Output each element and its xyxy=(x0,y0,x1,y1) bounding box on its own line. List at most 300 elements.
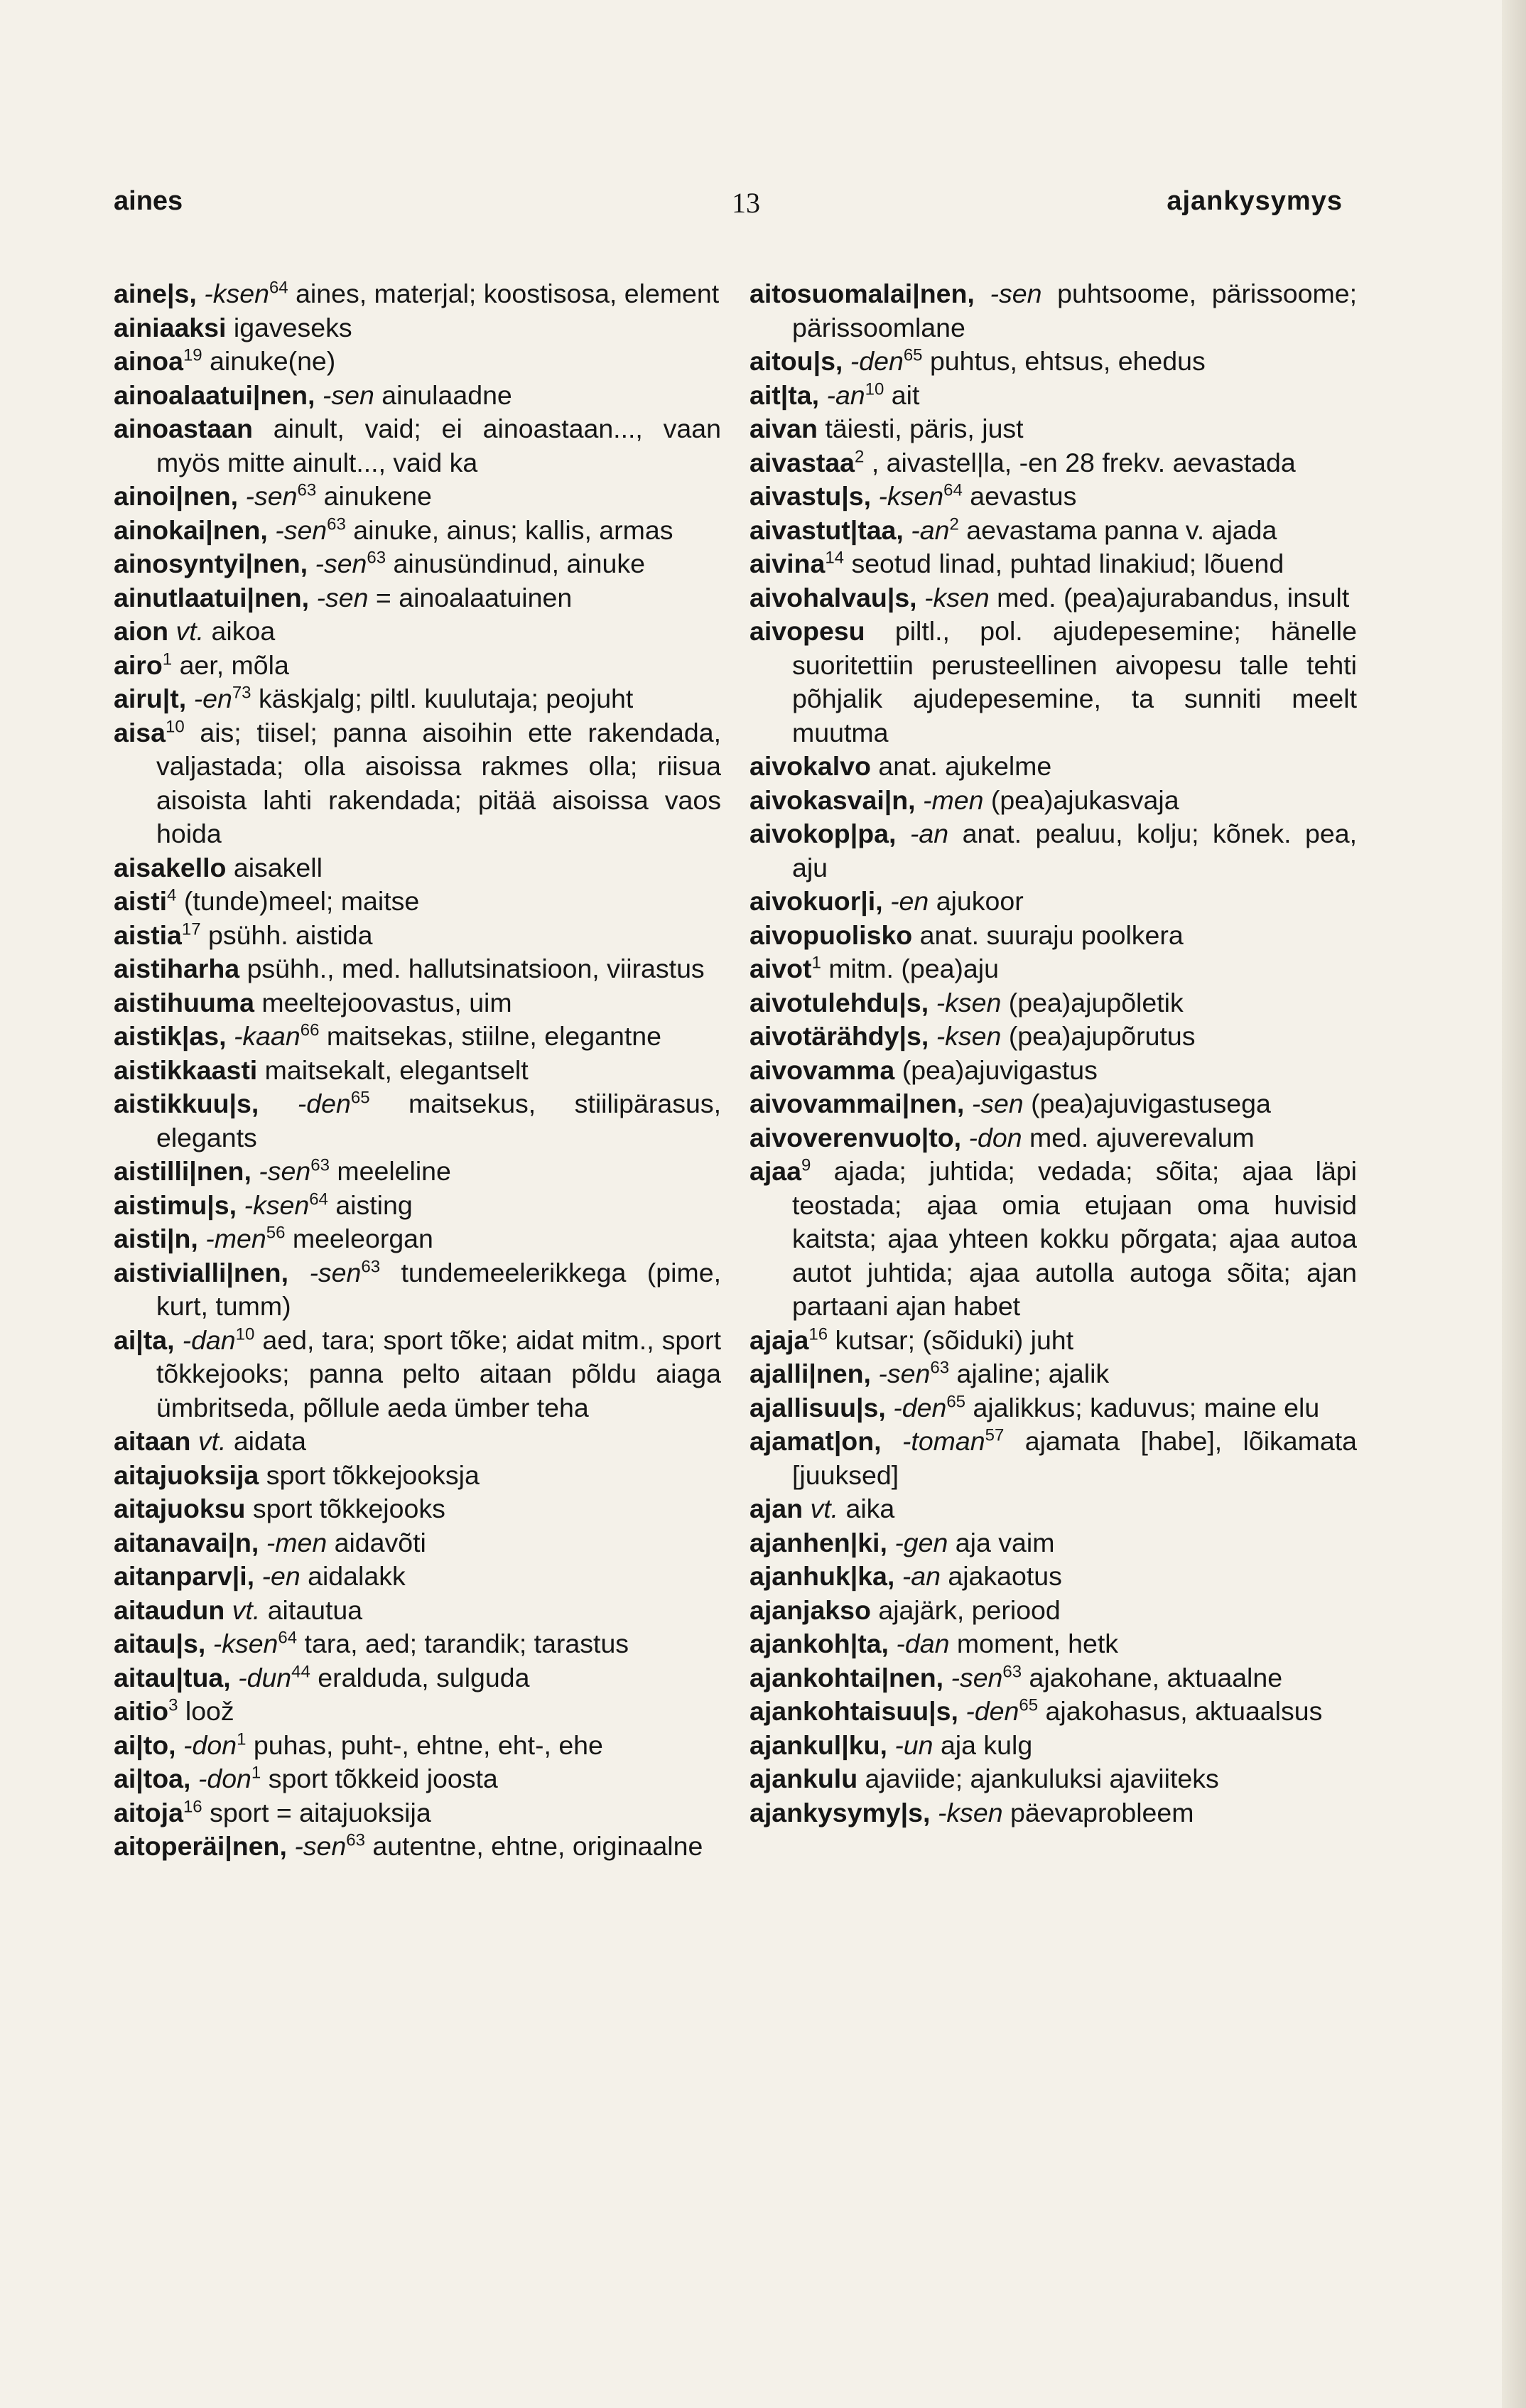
headword: aistik|as, xyxy=(114,1021,227,1051)
headword: ajanhen|ki, xyxy=(750,1527,887,1557)
headword: aion xyxy=(114,616,169,646)
headword: ai|ta, xyxy=(114,1324,175,1355)
inflection-class-number: 63 xyxy=(1002,1662,1022,1681)
inflection: -don xyxy=(968,1122,1022,1152)
translation: päevaprobleem xyxy=(1010,1797,1194,1827)
inflection: -dan xyxy=(182,1324,236,1355)
dictionary-entry xyxy=(114,1695,721,1729)
inflection: -ksen xyxy=(936,987,1002,1017)
dictionary-entry xyxy=(114,716,721,851)
headword: aivina xyxy=(750,549,826,578)
translation: sport tõkkeid joosta xyxy=(268,1764,498,1793)
headword: aisti xyxy=(114,886,168,916)
translation: sport tõkkejooks xyxy=(252,1494,445,1523)
dictionary-entry xyxy=(114,345,721,379)
inflection-class-number: 66 xyxy=(300,1020,320,1040)
dictionary-entry xyxy=(114,682,721,716)
dictionary-entry xyxy=(114,1054,721,1088)
translation: mitm. (pea)aju xyxy=(828,954,999,983)
inflection: -den xyxy=(893,1392,947,1422)
headword: ainiaaksi xyxy=(114,312,227,342)
inflection-class-number: 19 xyxy=(183,345,202,365)
dictionary-entry xyxy=(750,952,1357,986)
dictionary-entry xyxy=(750,817,1357,885)
headword: aistikkuu|s, xyxy=(114,1089,259,1118)
dictionary-entry xyxy=(750,1627,1357,1661)
inflection: -dun xyxy=(238,1662,292,1692)
translation: ajaviide; ajankuluksi ajaviiteks xyxy=(865,1764,1219,1793)
translation: autentne, ehtne, originaalne xyxy=(372,1831,703,1861)
translation: täiesti, päris, just xyxy=(825,414,1024,443)
headword: ajankohtaisuu|s, xyxy=(750,1696,958,1726)
inflection: -an xyxy=(909,819,949,848)
headword: aistivialli|nen, xyxy=(114,1257,289,1287)
inflection: -sen xyxy=(245,481,298,511)
dictionary-entry xyxy=(114,1425,721,1459)
translation: maitsekus, stiilipärasus, elegants xyxy=(156,1089,721,1152)
translation: aikoa xyxy=(211,616,276,646)
dictionary-entry xyxy=(114,885,721,919)
headword: aistia xyxy=(114,919,182,950)
inflection-class-number: 1 xyxy=(162,649,173,669)
headword: aivot xyxy=(750,954,812,983)
headword: aistikkaasti xyxy=(114,1054,258,1085)
inflection: -den xyxy=(850,346,904,376)
headword: aitajuoksija xyxy=(114,1459,259,1490)
inflection: -den xyxy=(297,1089,351,1118)
inflection: -sen xyxy=(322,379,374,410)
translation: sport tõkkejooksja xyxy=(266,1459,480,1490)
inflection: -men xyxy=(922,784,984,815)
translation: ainulaadne xyxy=(381,379,512,410)
headword: ainutlaatui|nen, xyxy=(114,582,310,612)
headword: aistilli|nen, xyxy=(114,1156,251,1186)
inflection: -ksen xyxy=(878,481,944,511)
headword: ajallisuu|s, xyxy=(750,1392,886,1422)
translation: aer, mõla xyxy=(179,649,289,680)
headword: ajamat|on, xyxy=(750,1426,882,1456)
translation: ajakaotus xyxy=(948,1561,1062,1591)
headword: ai|toa, xyxy=(114,1764,191,1793)
translation: loož xyxy=(185,1696,234,1726)
dictionary-entry xyxy=(750,615,1357,750)
translation: maitsekas, stiilne, elegantne xyxy=(326,1021,661,1051)
translation: meeleorgan xyxy=(292,1224,433,1253)
translation: meeleline xyxy=(337,1156,451,1186)
dictionary-entry xyxy=(750,1054,1357,1088)
inflection: vt. xyxy=(197,1426,227,1456)
inflection-class-number: 63 xyxy=(310,1155,330,1175)
dictionary-entry xyxy=(114,277,721,311)
inflection-class-number: 44 xyxy=(291,1662,310,1681)
dictionary-entry xyxy=(750,1357,1357,1391)
inflection-class-number: 10 xyxy=(235,1324,255,1344)
translation: (pea)ajupõletik xyxy=(1008,987,1184,1017)
inflection: -den xyxy=(965,1696,1019,1726)
headword: aivovamma xyxy=(750,1054,895,1085)
translation: ajakohasus, aktuaalsus xyxy=(1045,1696,1323,1726)
headword: aivotärähdy|s, xyxy=(750,1021,929,1051)
dictionary-entry xyxy=(750,1121,1357,1155)
inflection: vt. xyxy=(810,1494,839,1523)
translation: aevastama panna v. ajada xyxy=(966,514,1277,545)
inflection-class-number: 73 xyxy=(232,683,251,703)
inflection-class-number: 2 xyxy=(949,514,959,534)
dictionary-entry xyxy=(114,1492,721,1526)
translation: aisakell xyxy=(233,852,323,882)
inflection: -ksen xyxy=(924,582,990,612)
translation: maitsekalt, elegantselt xyxy=(264,1054,529,1085)
inflection: -kaan xyxy=(233,1021,301,1051)
inflection-class-number: 63 xyxy=(361,1257,381,1276)
dictionary-entry xyxy=(750,1560,1357,1594)
inflection: -dan xyxy=(896,1629,950,1658)
translation: ajaline; ajalik xyxy=(956,1359,1110,1388)
headword: aistiharha xyxy=(114,954,240,983)
translation: aja kulg xyxy=(940,1729,1033,1760)
dictionary-entry xyxy=(114,480,721,514)
inflection-class-number: 64 xyxy=(943,480,963,500)
headword: ainokai|nen, xyxy=(114,514,268,545)
headword: ainoa xyxy=(114,346,183,376)
headword: ajanhuk|ka, xyxy=(750,1561,895,1591)
translation: ajajärk, periood xyxy=(878,1594,1061,1625)
headword: aivovammai|nen, xyxy=(750,1089,965,1118)
inflection-class-number: 63 xyxy=(930,1358,950,1378)
dictionary-entry xyxy=(750,581,1357,615)
inflection-class-number: 17 xyxy=(181,919,201,939)
inflection-class-number: 65 xyxy=(903,345,923,365)
translation: aitautua xyxy=(267,1594,363,1625)
dictionary-entry xyxy=(114,1627,721,1661)
headword: ainosyntyi|nen, xyxy=(114,549,308,578)
dictionary-entry xyxy=(750,885,1357,919)
dictionary-entry xyxy=(114,1222,721,1256)
headword: ai|to, xyxy=(114,1729,176,1760)
headword: aivastu|s, xyxy=(750,481,872,511)
headword: ajan xyxy=(750,1494,803,1523)
dictionary-entry xyxy=(750,750,1357,784)
inflection: -sen xyxy=(971,1089,1024,1118)
headword: aitosuomalai|nen, xyxy=(750,279,975,308)
dictionary-entry xyxy=(114,1594,721,1628)
dictionary-entry xyxy=(114,311,721,345)
headword: ajankysymy|s, xyxy=(750,1797,931,1827)
inflection-class-number: 3 xyxy=(168,1695,178,1715)
running-head-right: ajankysymys xyxy=(1167,186,1343,216)
dictionary-entry xyxy=(750,379,1357,413)
inflection: -ksen xyxy=(204,279,269,308)
dictionary-entry xyxy=(114,514,721,548)
dictionary-entry xyxy=(114,1762,721,1796)
dictionary-entry xyxy=(750,1324,1357,1358)
inflection: -sen xyxy=(951,1662,1003,1692)
headword: aivokasvai|n, xyxy=(750,784,916,815)
inflection-class-number: 2 xyxy=(855,447,865,466)
translation: aja vaim xyxy=(955,1527,1055,1557)
inflection-class-number: 65 xyxy=(946,1392,966,1411)
translation: ajakohane, aktuaalne xyxy=(1029,1662,1283,1692)
dictionary-entry xyxy=(114,1729,721,1763)
headword: ajalli|nen, xyxy=(750,1359,871,1388)
inflection: -un xyxy=(894,1729,934,1760)
headword: aivotulehdu|s, xyxy=(750,987,929,1017)
headword: aistimu|s, xyxy=(114,1189,237,1220)
inflection: -sen xyxy=(315,549,367,578)
translation: ainusündinud, ainuke xyxy=(393,549,646,578)
translation: ainuke(ne) xyxy=(210,346,336,376)
dictionary-entry xyxy=(114,615,721,649)
translation: aika xyxy=(845,1494,895,1523)
dictionary-entry xyxy=(114,1256,721,1324)
headword: aivastaa xyxy=(750,447,855,477)
dictionary-entry xyxy=(750,480,1357,514)
dictionary-entry xyxy=(750,1796,1357,1830)
dictionary-entry xyxy=(114,986,721,1020)
dictionary-entry xyxy=(114,1155,721,1189)
translation: (pea)ajuvigastusega xyxy=(1031,1089,1271,1118)
inflection-class-number: 16 xyxy=(808,1324,828,1344)
left-column xyxy=(114,277,721,1864)
dictionary-entry xyxy=(750,919,1357,953)
inflection: -sen xyxy=(259,1156,311,1186)
inflection-class-number: 63 xyxy=(297,480,317,500)
inflection-class-number: 1 xyxy=(251,1763,261,1783)
dictionary-entry xyxy=(114,919,721,953)
dictionary-entry xyxy=(114,1560,721,1594)
inflection: -an xyxy=(902,1561,941,1591)
headword: aitio xyxy=(114,1696,169,1726)
headword: aivokuor|i, xyxy=(750,886,883,916)
running-head xyxy=(114,186,1343,229)
dictionary-entry xyxy=(114,1324,721,1425)
translation: (pea)ajukasvaja xyxy=(990,784,1179,815)
dictionary-entry xyxy=(114,581,721,615)
headword: aitanparv|i, xyxy=(114,1561,255,1591)
headword: airu|t, xyxy=(114,684,187,713)
inflection-class-number: 14 xyxy=(825,548,845,568)
headword: aitajuoksu xyxy=(114,1494,246,1523)
inflection-class-number: 64 xyxy=(269,278,288,298)
headword: aitaan xyxy=(114,1426,191,1456)
translation: aed, tara; sport tõke; aidat mitm., sport tõkkejooks; panna pelto aitaan põldu aiaga ümbritseda, põllule aeda ümber teha xyxy=(156,1324,722,1422)
headword: aitau|tua, xyxy=(114,1662,231,1692)
dictionary-entry xyxy=(114,547,721,581)
translation: (pea)ajuvigastus xyxy=(902,1054,1098,1085)
translation: eralduda, sulguda xyxy=(318,1662,530,1692)
inflection: -ksen xyxy=(937,1797,1003,1827)
translation: ajukoor xyxy=(936,886,1024,916)
translation: tara, aed; tarandik; tarastus xyxy=(304,1629,629,1658)
translation: moment, hetk xyxy=(956,1629,1119,1658)
inflection-class-number: 63 xyxy=(367,548,386,568)
inflection-class-number: 4 xyxy=(167,885,177,905)
dictionary-entry xyxy=(750,1425,1357,1492)
translation: , aivastel|la, -en 28 frekv. aevastada xyxy=(871,447,1296,477)
dictionary-entry xyxy=(750,986,1357,1020)
dictionary-entry xyxy=(114,1661,721,1695)
translation: aidavõti xyxy=(334,1527,426,1557)
dictionary-entry xyxy=(750,277,1357,345)
translation: ainukene xyxy=(323,481,432,511)
inflection: vt. xyxy=(232,1594,261,1625)
translation: puhas, puht-, ehtne, eht-, ehe xyxy=(253,1729,603,1760)
dictionary-entry xyxy=(114,851,721,885)
dictionary-entry xyxy=(114,1796,721,1830)
inflection: -ksen xyxy=(936,1021,1002,1051)
translation: (tunde)meel; maitse xyxy=(183,886,420,916)
inflection-class-number: 57 xyxy=(985,1425,1005,1445)
inflection: -men xyxy=(266,1527,328,1557)
translation: meeltejoovastus, uim xyxy=(261,987,512,1017)
translation: med. (pea)ajurabandus, insult xyxy=(997,582,1350,612)
translation: aevastus xyxy=(970,481,1077,511)
running-head-left: aines xyxy=(114,186,183,216)
headword: airo xyxy=(114,649,163,680)
headword: aitanavai|n, xyxy=(114,1527,259,1557)
headword: ajankohtai|nen, xyxy=(750,1662,944,1692)
headword: aistihuuma xyxy=(114,987,254,1017)
dictionary-entry xyxy=(750,784,1357,818)
headword: aisti|n, xyxy=(114,1224,198,1253)
inflection-class-number: 1 xyxy=(237,1729,247,1749)
translation: psühh., med. hallutsinatsioon, viirastus xyxy=(247,954,705,983)
headword: aitoperäi|nen, xyxy=(114,1831,287,1861)
dictionary-entry xyxy=(114,1526,721,1560)
headword: aitaudun xyxy=(114,1594,225,1625)
translation: ajamata [habe], lõikamata [juuksed] xyxy=(792,1426,1358,1490)
dictionary-entry xyxy=(750,1087,1357,1121)
headword: ajaja xyxy=(750,1324,809,1355)
inflection: -don xyxy=(183,1729,237,1760)
translation: anat. ajukelme xyxy=(878,751,1052,781)
headword: aivokalvo xyxy=(750,751,871,781)
translation: anat. suuraju poolkera xyxy=(919,919,1184,950)
translation: = ainoalaatuinen xyxy=(375,582,573,612)
translation: puhtus, ehtsus, ehedus xyxy=(929,346,1206,376)
inflection: -men xyxy=(205,1224,266,1253)
translation: igaveseks xyxy=(233,312,352,342)
headword: ajankulu xyxy=(750,1764,858,1793)
dictionary-entry xyxy=(750,412,1357,446)
dictionary-entry xyxy=(750,1020,1357,1054)
translation: (pea)ajupõrutus xyxy=(1008,1021,1196,1051)
inflection: -ksen xyxy=(244,1189,310,1220)
dictionary-entry xyxy=(114,1189,721,1223)
inflection-class-number: 10 xyxy=(166,717,185,736)
translation: seotud linad, puhtad linakiud; lõuend xyxy=(851,549,1284,578)
headword: aivokop|pa, xyxy=(750,819,897,848)
page-number: 13 xyxy=(732,187,760,219)
translation: puhtsoome, pärissoome; pärissoomlane xyxy=(792,279,1357,342)
headword: aivoverenvuo|to, xyxy=(750,1122,962,1152)
headword: aivopuolisko xyxy=(750,919,913,950)
dictionary-entry xyxy=(750,1729,1357,1763)
dictionary-entry xyxy=(114,952,721,986)
headword: aine|s, xyxy=(114,279,197,308)
translation: kutsar; (sõiduki) juht xyxy=(835,1324,1074,1355)
inflection-class-number: 64 xyxy=(278,1628,298,1648)
translation: aines, materjal; koostisosa, element xyxy=(296,279,720,308)
inflection-class-number: 10 xyxy=(865,379,884,399)
dictionary-entry xyxy=(114,649,721,683)
headword: aivan xyxy=(750,414,818,443)
dictionary-entry xyxy=(114,1459,721,1493)
inflection-class-number: 65 xyxy=(1019,1695,1039,1715)
inflection-class-number: 64 xyxy=(309,1189,328,1209)
dictionary-entry xyxy=(750,514,1357,548)
page-edge xyxy=(1502,0,1526,2408)
inflection: -ksen xyxy=(212,1629,278,1658)
dictionary-entry xyxy=(750,1695,1357,1729)
translation: aidalakk xyxy=(308,1561,406,1591)
dictionary-entry xyxy=(114,1830,721,1864)
translation: ainuke, ainus; kallis, armas xyxy=(353,514,673,545)
inflection-class-number: 56 xyxy=(266,1223,286,1243)
translation: ainult, vaid; ei ainoastaan..., vaan myös mitte ainult..., vaid ka xyxy=(156,414,721,477)
inflection-class-number: 9 xyxy=(801,1155,811,1175)
dictionary-entry xyxy=(114,1087,721,1155)
headword: aitou|s, xyxy=(750,346,843,376)
inflection-class-number: 1 xyxy=(811,953,821,973)
headword: ait|ta, xyxy=(750,379,820,410)
headword: aivohalvau|s, xyxy=(750,582,917,612)
inflection: -sen xyxy=(316,582,369,612)
inflection: -en xyxy=(261,1561,301,1591)
translation: ait xyxy=(891,379,920,410)
dictionary-entry xyxy=(114,1020,721,1054)
dictionary-entry xyxy=(750,1155,1357,1324)
inflection-class-number: 63 xyxy=(327,514,346,534)
inflection: -sen xyxy=(294,1831,347,1861)
inflection: -en xyxy=(193,684,232,713)
dictionary-entry xyxy=(114,379,721,413)
dictionary-entry xyxy=(750,1492,1357,1526)
translation: psühh. aistida xyxy=(208,919,373,950)
inflection: -sen xyxy=(275,514,328,545)
inflection: -gen xyxy=(894,1527,948,1557)
inflection: vt. xyxy=(175,616,205,646)
dictionary-entry xyxy=(750,1526,1357,1560)
translation: käskjalg; piltl. kuulutaja; peojuht xyxy=(258,684,634,713)
dictionary-entry xyxy=(114,412,721,480)
translation: ajada; juhtida; vedada; sõita; ajaa läpi teostada; ajaa omia etujaan oma huvisid kaitsta; ajaa yhteen kokku põrgata; ajaa autoa autot juhtida; ajaa autolla autoga sõita; ajan partaani ajan habet xyxy=(792,1156,1357,1321)
inflection: -toman xyxy=(902,1426,985,1456)
translation: anat. pealuu, kolju; kõnek. pea, aju xyxy=(792,819,1358,882)
dictionary-entry xyxy=(750,1762,1357,1796)
dictionary-entry xyxy=(750,345,1357,379)
inflection: -sen xyxy=(990,279,1042,308)
headword: ajanjakso xyxy=(750,1594,871,1625)
inflection: -en xyxy=(890,886,929,916)
inflection-class-number: 63 xyxy=(346,1830,365,1850)
headword: aitoja xyxy=(114,1797,183,1827)
headword: aisa xyxy=(114,717,166,747)
translation: aidata xyxy=(233,1426,307,1456)
inflection: -sen xyxy=(878,1359,931,1388)
inflection: -don xyxy=(197,1764,251,1793)
headword: ajankul|ku, xyxy=(750,1729,887,1760)
inflection-class-number: 16 xyxy=(183,1797,202,1816)
translation: med. ajuverevalum xyxy=(1029,1122,1255,1152)
translation: ais; tiisel; panna aisoihin ette rakendada, valjastada; olla aisoissa rakmes olla; riisua aisoista lahti rakendada; pitää aisoissa vaos hoida xyxy=(156,717,722,848)
headword: ajaa xyxy=(750,1156,801,1186)
dictionary-entry xyxy=(750,1594,1357,1628)
translation: tundemeelerikkega (pime, kurt, tumm) xyxy=(156,1257,721,1321)
inflection: -an xyxy=(911,514,950,545)
translation: piltl., pol. ajudepesemine; hänelle suoritettiin perusteellinen aivopesu talle tehti põhjalik ajudepesemine, ta sunniti meelt muutma xyxy=(792,616,1357,747)
headword: ainoastaan xyxy=(114,414,253,443)
